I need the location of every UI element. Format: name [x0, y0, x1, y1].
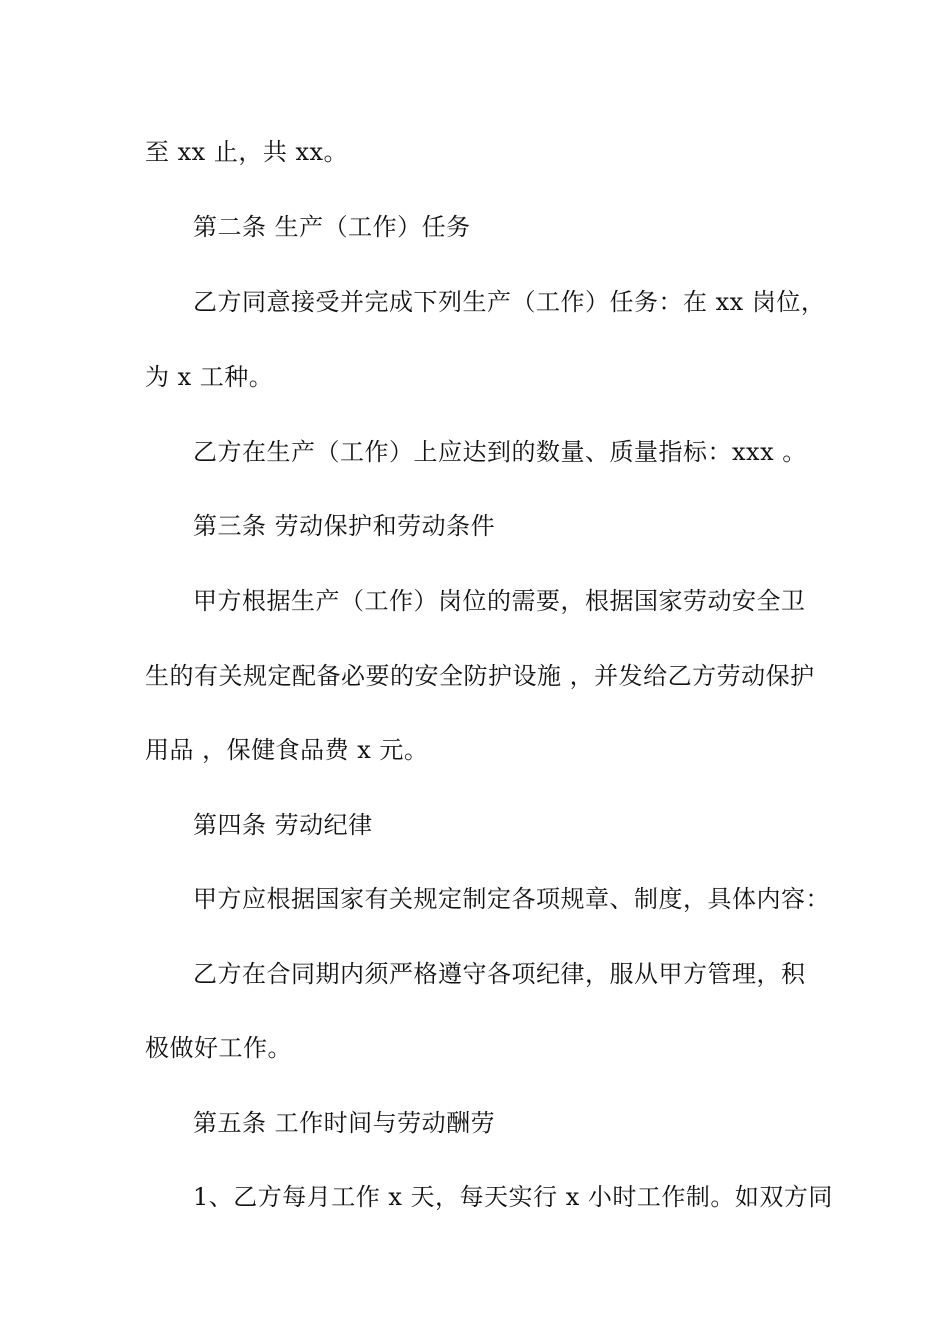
article-4-paragraph-1: 甲方应根据国家有关规定制定各项规章、制度，具体内容：: [193, 885, 830, 913]
article-2-paragraph-1-line-1: 乙方同意接受并完成下列生产（工作）任务：在 xx 岗位，: [193, 288, 826, 316]
article-4-paragraph-2-line-2: 极做好工作。: [145, 1034, 292, 1062]
article-2-heading: 第二条 生产（工作）任务: [193, 213, 471, 241]
article-3-paragraph-line-2: 生的有关规定配备必要的安全防护设施 ，并发给乙方劳动保护: [145, 662, 815, 690]
article-4-paragraph-2-line-1: 乙方在合同期内须严格遵守各项纪律，服从甲方管理，积: [193, 960, 806, 988]
article-5-item-1-line-1: 1、乙方每月工作 x 天，每天实行 x 小时工作制。如双方同: [193, 1183, 833, 1211]
article-5-heading: 第五条 工作时间与劳动酬劳: [193, 1109, 496, 1137]
article-4-heading: 第四条 劳动纪律: [193, 811, 373, 839]
article-3-paragraph-line-3: 用品 ，保健食品费 x 元。: [145, 736, 429, 764]
article-3-paragraph-line-1: 甲方根据生产（工作）岗位的需要，根据国家劳动安全卫: [193, 587, 806, 615]
text-line-term-end: 至 xx 止，共 xx。: [145, 138, 349, 166]
article-2-paragraph-2: 乙方在生产（工作）上应达到的数量、质量指标：xxx 。: [193, 438, 807, 466]
article-2-paragraph-1-line-2: 为 x 工种。: [145, 363, 274, 391]
article-3-heading: 第三条 劳动保护和劳动条件: [193, 512, 496, 540]
